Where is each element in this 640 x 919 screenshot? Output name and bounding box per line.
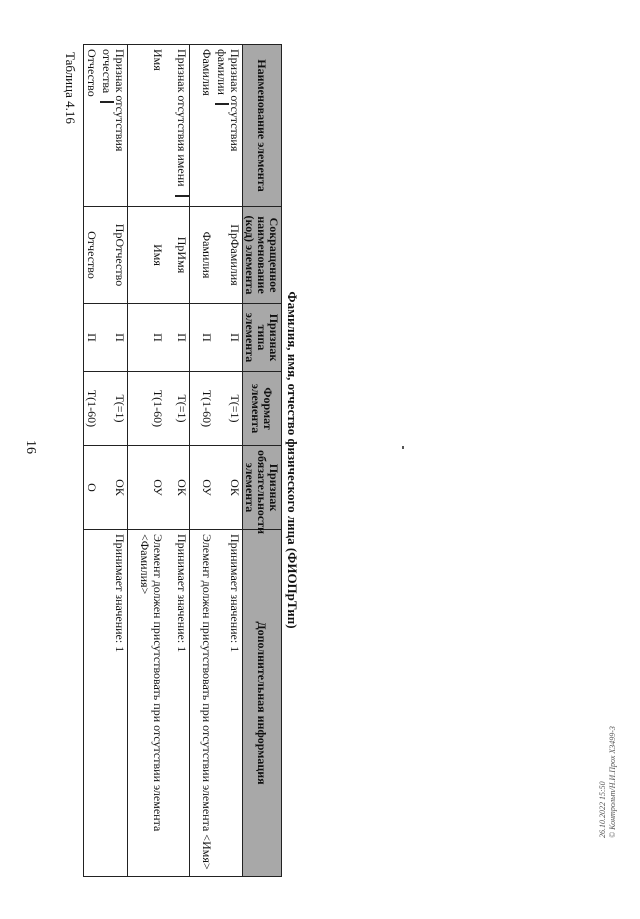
cell-info <box>190 530 215 877</box>
info-text: Принимает значение: 1 <box>228 534 242 653</box>
table-row <box>165 45 190 877</box>
cell-type: П <box>128 304 166 372</box>
cell-format: Т(1-60) <box>190 372 215 446</box>
col-header-name: Наименование элемента <box>243 45 282 207</box>
stamp-source: © Контрольт/Н.И.Прох Х3499-3 <box>608 726 617 838</box>
cell-code: Имя <box>128 207 166 304</box>
rotated-table-block <box>85 44 302 876</box>
cell-name <box>99 45 128 207</box>
cell-info <box>99 530 128 877</box>
cell-type: П <box>165 304 190 372</box>
cell-name <box>165 45 190 207</box>
cell-code: ПрФамилия <box>214 207 243 304</box>
cell-required: ОУ <box>190 446 215 530</box>
cell-name: Фамилия <box>190 45 215 207</box>
cell-type: П <box>99 304 128 372</box>
cell-type: П <box>214 304 243 372</box>
cell-required: ОК <box>99 446 128 530</box>
cell-type: П <box>190 304 215 372</box>
stamp-date: 26.10.2022 15:50 <box>598 781 607 838</box>
col-header-type: Признак типа элемента <box>243 304 282 372</box>
table-row <box>128 45 166 877</box>
table-row <box>190 45 215 877</box>
cell-info <box>165 530 190 877</box>
table-row <box>214 45 243 877</box>
table-caption: Фамилия, имя, отчество физического лица (ФИОПрТип) <box>285 291 300 629</box>
info-text: Элемент должен присутствовать при отсутствии элемента <Фамилия> <box>138 534 165 832</box>
info-text: Принимает значение: 1 <box>175 534 189 653</box>
print-stamp <box>598 726 618 838</box>
cell-required: О <box>84 446 100 530</box>
cell-info <box>84 530 100 877</box>
cell-format: Т(=1) <box>165 372 190 446</box>
col-header-info: Дополнительная информация <box>243 530 282 877</box>
table-row <box>99 45 128 877</box>
cell-info <box>214 530 243 877</box>
col-header-required: Признак обязательности элемента <box>243 446 282 530</box>
cell-name: Отчество <box>84 45 100 207</box>
absence-flag-label: Признак отсутствия имени <box>175 49 189 197</box>
cell-format: Т(1-60) <box>84 372 100 446</box>
element-table <box>83 44 282 877</box>
cell-required: ОУ <box>128 446 166 530</box>
cell-format: Т(1-60) <box>128 372 166 446</box>
cell-code: ПрОтчество <box>99 207 128 304</box>
absence-flag-label: Признак отсутствия фамилии <box>215 49 242 152</box>
table-label: Таблица 4.16 <box>63 52 78 124</box>
cell-code: ПрИмя <box>165 207 190 304</box>
table-row <box>84 45 100 877</box>
cell-code: Фамилия <box>190 207 215 304</box>
info-text: Принимает значение: 1 <box>113 534 127 653</box>
absence-flag-label: Признак отсутствия отчества <box>100 49 127 152</box>
cell-name <box>214 45 243 207</box>
page-number: 16 <box>23 440 38 454</box>
cell-required: ОК <box>214 446 243 530</box>
col-header-code: Сокращенное наименование (код) элемента <box>243 207 282 304</box>
cell-format: Т(=1) <box>214 372 243 446</box>
scan-speck <box>402 446 404 449</box>
cell-name: Имя <box>128 45 166 207</box>
cell-type: П <box>84 304 100 372</box>
cell-code: Отчество <box>84 207 100 304</box>
col-header-format: Формат элемента <box>243 372 282 446</box>
info-text: Элемент должен присутствовать при отсутствии элемента <Имя> <box>200 534 214 870</box>
cell-required: ОК <box>165 446 190 530</box>
header-row <box>243 45 282 877</box>
cell-format: Т(=1) <box>99 372 128 446</box>
cell-info <box>128 530 166 877</box>
